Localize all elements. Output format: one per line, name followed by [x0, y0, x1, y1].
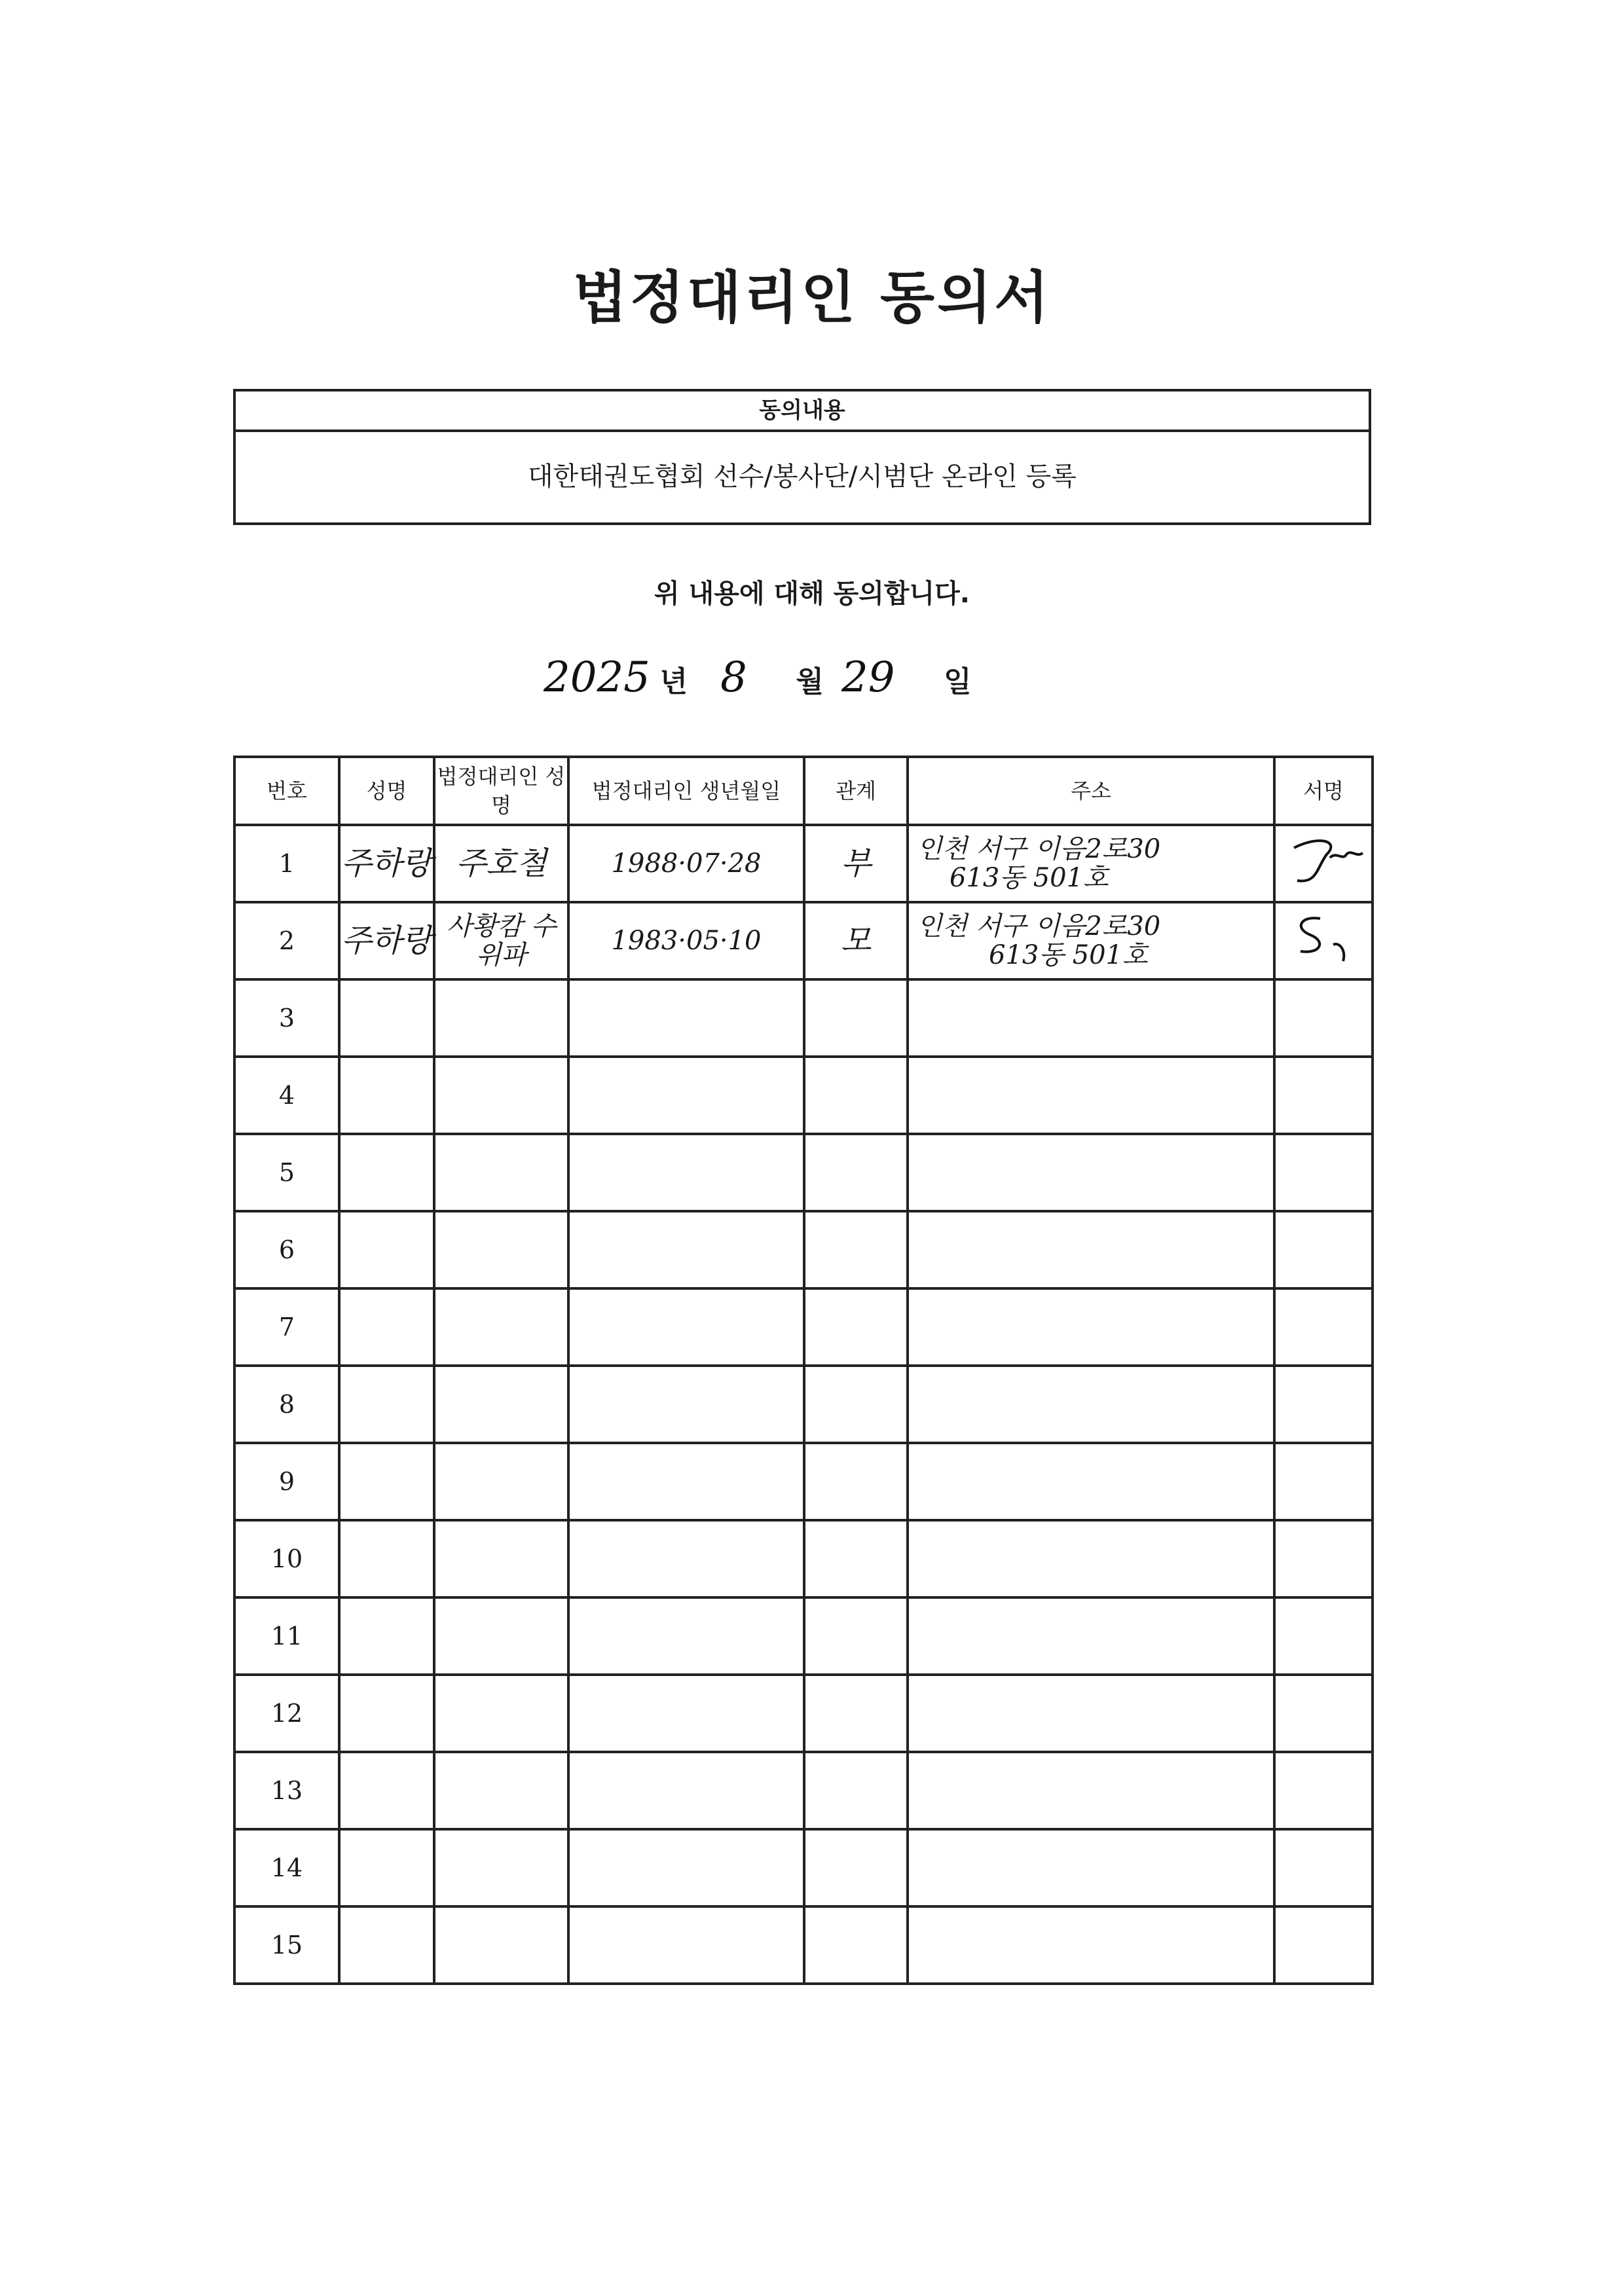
row-guardian-name	[434, 1443, 568, 1520]
row-address-line2: 613동 501호	[950, 863, 1109, 893]
row-guardian-birth	[568, 1597, 804, 1675]
table-row	[234, 1752, 1373, 1829]
row-number: 15	[234, 1906, 339, 1984]
consent-text: 대한태권도협회 선수/봉사단/시범단 온라인 등록	[528, 462, 1077, 492]
row-signature	[1274, 1057, 1373, 1134]
row-address	[908, 979, 1274, 1057]
row-signature	[1274, 1520, 1373, 1597]
row-guardian-birth	[568, 1134, 804, 1211]
row-address	[908, 1597, 1274, 1675]
row-number: 3	[234, 979, 339, 1057]
table-row	[234, 1211, 1373, 1288]
row-signature	[1274, 1211, 1373, 1288]
row-number: 5	[234, 1134, 339, 1211]
row-relation	[804, 1675, 908, 1752]
row-name	[339, 1752, 434, 1829]
row-name	[339, 1057, 434, 1134]
row-address	[908, 1906, 1274, 1984]
row-number: 13	[234, 1752, 339, 1829]
row-signature	[1274, 1752, 1373, 1829]
table-header-row	[234, 757, 1373, 825]
row-guardian-birth	[568, 1288, 804, 1366]
row-signature	[1274, 1906, 1373, 1984]
date-month	[720, 651, 824, 704]
row-guardian-name	[434, 1366, 568, 1443]
row-relation	[804, 1366, 908, 1443]
row-name: 주하랑	[339, 902, 434, 979]
date-day-label: 일	[944, 665, 972, 699]
header-relation: 관계	[804, 757, 908, 825]
row-number: 1	[234, 825, 339, 902]
document-title: 법정대리인 동의서	[572, 265, 1052, 331]
row-guardian-birth	[568, 1366, 804, 1443]
row-address	[908, 1829, 1274, 1906]
row-address	[908, 1752, 1274, 1829]
row-guardian-name	[434, 1288, 568, 1366]
table-row	[234, 1597, 1373, 1675]
row-relation: 부	[804, 825, 908, 902]
row-signature	[1274, 1443, 1373, 1520]
row-number: 14	[234, 1829, 339, 1906]
table-row	[234, 1829, 1373, 1906]
row-guardian-birth	[568, 1211, 804, 1288]
row-address	[908, 1443, 1274, 1520]
row-guardian-birth	[568, 1829, 804, 1906]
date-year-label: 년	[659, 665, 688, 699]
row-name	[339, 1520, 434, 1597]
row-relation	[804, 1597, 908, 1675]
row-guardian-birth	[568, 1057, 804, 1134]
table-row	[234, 902, 1373, 979]
table-row	[234, 1288, 1373, 1366]
date-year-value: 2025	[544, 653, 650, 702]
row-signature	[1274, 1288, 1373, 1366]
row-relation	[804, 1443, 908, 1520]
row-address	[908, 1520, 1274, 1597]
row-address-line1: 인천 서구 이음2로30	[917, 911, 1161, 941]
row-guardian-name	[434, 979, 568, 1057]
agreement-statement: 위 내용에 대해 동의합니다.	[654, 579, 970, 609]
row-address	[908, 1134, 1274, 1211]
row-guardian-birth	[568, 1520, 804, 1597]
row-signature	[1274, 825, 1373, 902]
row-address	[908, 902, 1274, 979]
table-row	[234, 1057, 1373, 1134]
header-signature: 서명	[1274, 757, 1373, 825]
row-relation: 모	[804, 902, 908, 979]
date-day-value: 29	[841, 653, 895, 702]
table-row	[234, 979, 1373, 1057]
table-row	[234, 1520, 1373, 1597]
row-number: 12	[234, 1675, 339, 1752]
header-address: 주소	[908, 757, 1274, 825]
row-name	[339, 979, 434, 1057]
row-address	[908, 825, 1274, 902]
row-name	[339, 1829, 434, 1906]
row-guardian-name	[434, 1829, 568, 1906]
row-relation	[804, 979, 908, 1057]
consent-header: 동의내용	[236, 392, 1369, 432]
row-guardian-name	[434, 1211, 568, 1288]
signature-mark	[1281, 828, 1366, 894]
row-address	[908, 1366, 1274, 1443]
row-name	[339, 1366, 434, 1443]
row-guardian-name: 주호철	[434, 825, 568, 902]
row-name	[339, 1211, 434, 1288]
row-signature	[1274, 979, 1373, 1057]
row-signature	[1274, 902, 1373, 979]
row-relation	[804, 1211, 908, 1288]
row-signature	[1274, 1366, 1373, 1443]
row-guardian-birth: 1988·07·28	[568, 825, 804, 902]
row-signature	[1274, 1597, 1373, 1675]
row-relation	[804, 1288, 908, 1366]
header-number: 번호	[234, 757, 339, 825]
table-row	[234, 825, 1373, 902]
row-number: 4	[234, 1057, 339, 1134]
row-name	[339, 1134, 434, 1211]
table-row	[234, 1134, 1373, 1211]
row-relation	[804, 1134, 908, 1211]
row-address-line2: 613동 501호	[989, 940, 1148, 970]
guardian-table	[233, 756, 1374, 1985]
row-address-line1: 인천 서구 이음2로30	[917, 834, 1161, 864]
row-number: 9	[234, 1443, 339, 1520]
row-number: 6	[234, 1211, 339, 1288]
row-guardian-birth	[568, 1752, 804, 1829]
row-signature	[1274, 1829, 1373, 1906]
date-year	[544, 651, 688, 704]
row-guardian-birth: 1983·05·10	[568, 902, 804, 979]
row-number: 2	[234, 902, 339, 979]
table-row	[234, 1675, 1373, 1752]
row-name	[339, 1597, 434, 1675]
table-row	[234, 1366, 1373, 1443]
row-guardian-name	[434, 1057, 568, 1134]
date-month-value: 8	[720, 653, 747, 702]
row-relation	[804, 1829, 908, 1906]
row-guardian-name	[434, 1520, 568, 1597]
date-day	[841, 651, 972, 704]
row-guardian-name	[434, 1675, 568, 1752]
row-guardian-name: 사황캄 수위파	[434, 902, 568, 979]
row-guardian-name	[434, 1597, 568, 1675]
table-row	[234, 1906, 1373, 1984]
row-guardian-name	[434, 1752, 568, 1829]
row-guardian-birth	[568, 1675, 804, 1752]
signature-mark	[1281, 905, 1366, 971]
row-number: 11	[234, 1597, 339, 1675]
row-name	[339, 1288, 434, 1366]
row-relation	[804, 1752, 908, 1829]
row-relation	[804, 1906, 908, 1984]
row-address	[908, 1675, 1274, 1752]
row-number: 7	[234, 1288, 339, 1366]
row-signature	[1274, 1675, 1373, 1752]
row-relation	[804, 1520, 908, 1597]
row-name	[339, 1675, 434, 1752]
header-guardian-name: 법정대리인 성명	[434, 757, 568, 825]
row-number: 10	[234, 1520, 339, 1597]
row-relation	[804, 1057, 908, 1134]
row-address	[908, 1211, 1274, 1288]
header-guardian-birth: 법정대리인 생년월일	[568, 757, 804, 825]
header-name: 성명	[339, 757, 434, 825]
row-number: 8	[234, 1366, 339, 1443]
row-name	[339, 1906, 434, 1984]
row-name: 주하랑	[339, 825, 434, 902]
row-address	[908, 1057, 1274, 1134]
row-guardian-name	[434, 1134, 568, 1211]
row-guardian-birth	[568, 979, 804, 1057]
row-guardian-birth	[568, 1443, 804, 1520]
row-name	[339, 1443, 434, 1520]
row-address	[908, 1288, 1274, 1366]
table-row	[234, 1443, 1373, 1520]
row-signature	[1274, 1134, 1373, 1211]
date-month-label: 월	[796, 665, 824, 699]
consent-box	[233, 389, 1371, 525]
row-guardian-name	[434, 1906, 568, 1984]
row-guardian-birth	[568, 1906, 804, 1984]
